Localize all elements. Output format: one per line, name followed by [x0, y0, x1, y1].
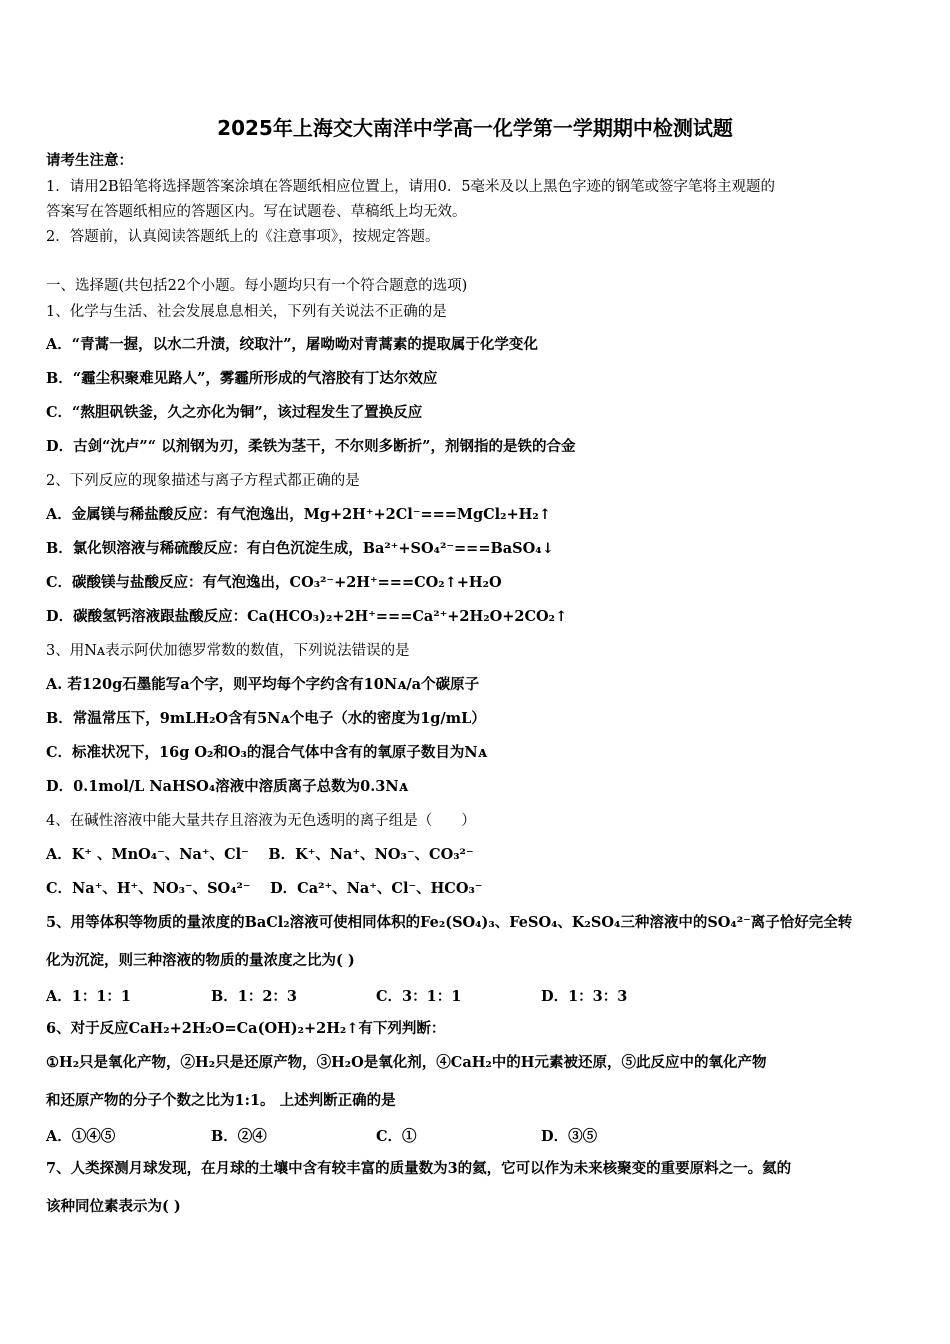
page-title: 2025年上海交大南洋中学高一化学第一学期期中检测试题	[217, 116, 733, 140]
q4-stem: 4、在碱性溶液中能大量共存且溶液为无色透明的离子组是（ ）	[46, 813, 476, 829]
q5-stem-cont: 化为沉淀，则三种溶液的物质的量浓度之比为( )	[46, 952, 355, 969]
q5-option-c: C．3：1：1	[376, 988, 462, 1005]
q1-option-d: D．古剑“沈卢”“ 以剂钢为刃，柔铁为茎干，不尔则多断折”，剂钢指的是铁的合金	[46, 438, 576, 455]
q4-options-ab: A．K⁺ 、MnO₄⁻、Na⁺、Cl⁻ B．K⁺、Na⁺、NO₃⁻、CO₃²⁻	[46, 846, 474, 863]
q2-stem: 2、下列反应的现象描述与离子方程式都正确的是	[46, 473, 360, 489]
q2-option-b: B．氯化钡溶液与稀硫酸反应：有白色沉淀生成，Ba²⁺+SO₄²⁻===BaSO₄↓	[46, 540, 554, 557]
q4-options-cd: C．Na⁺、H⁺、NO₃⁻、SO₄²⁻ D．Ca²⁺、Na⁺、Cl⁻、HCO₃⁻	[46, 880, 483, 897]
q6-stem: 6、对于反应CaH₂+2H₂O=Ca(OH)₂+2H₂↑有下列判断：	[46, 1020, 446, 1037]
q2-option-c: C．碳酸镁与盐酸反应：有气泡逸出，CO₃²⁻+2H⁺===CO₂↑+H₂O	[46, 574, 502, 591]
q6-option-d: D．③⑤	[541, 1128, 598, 1145]
q2-option-a: A．金属镁与稀盐酸反应：有气泡逸出，Mg+2H⁺+2Cl⁻===MgCl₂+H₂↑	[46, 506, 551, 523]
q5-option-d: D．1：3：3	[541, 988, 628, 1005]
q3-option-c: C．标准状况下，16g O₂和O₃的混合气体中含有的氧原子数目为Nᴀ	[46, 744, 487, 761]
q5-option-a: A．1：1：1	[46, 988, 132, 1005]
q6-option-c: C．①	[376, 1128, 417, 1145]
q6-option-b: B．②④	[211, 1128, 267, 1145]
q3-stem: 3、用Nᴀ表示阿伏加德罗常数的数值，下列说法错误的是	[46, 643, 410, 659]
notice-item-1: 1．请用2B铅笔将选择题答案涂填在答题纸相应位置上，请用0．5毫米及以上黑色字迹的钢笔或签字笔将主观题的	[46, 179, 776, 195]
q3-option-b: B．常温常压下，9mLH₂O含有5Nᴀ个电子（水的密度为1g/mL）	[46, 710, 486, 727]
q7-stem-cont: 该种同位素表示为( )	[46, 1198, 181, 1215]
q5-options	[46, 985, 746, 1006]
q6-option-a: A．①④⑤	[46, 1128, 116, 1145]
q1-option-a: A．“青蒿一握，以水二升渍，绞取汁”，屠呦呦对青蒿素的提取属于化学变化	[46, 336, 538, 353]
q1-stem: 1、化学与生活、社会发展息息相关，下列有关说法不正确的是	[46, 304, 447, 320]
q6-judgments-cont: 和还原产物的分子个数之比为1:1。 上述判断正确的是	[46, 1092, 396, 1109]
q6-judgments: ①H₂只是氧化产物，②H₂只是还原产物，③H₂O是氧化剂，④CaH₂中的H元素被还原，⑤此反应中的氧化产物	[46, 1054, 767, 1071]
notice-item-1-cont: 答案写在答题纸相应的答题区内。写在试题卷、草稿纸上均无效。	[46, 204, 467, 220]
q1-option-b: B．“霾尘积聚难见路人”，雾霾所形成的气溶胶有丁达尔效应	[46, 370, 438, 387]
q1-option-c: C．“熬胆矾铁釜，久之亦化为铜”，该过程发生了置换反应	[46, 404, 423, 421]
q5-option-b: B．1：2：3	[211, 988, 298, 1005]
notice-item-2: 2．答题前，认真阅读答题纸上的《注意事项》，按规定答题。	[46, 229, 440, 245]
q3-option-d: D．0.1mol/L NaHSO₄溶液中溶质离子总数为0.3Nᴀ	[46, 778, 408, 795]
q7-stem: 7、人类探测月球发现，在月球的土壤中含有较丰富的质量数为3的氦，它可以作为未来核聚变的重要原料之一。氦的	[46, 1160, 792, 1177]
q3-option-a: A. 若120g石墨能写a个字，则平均每个字约含有10Nᴀ/a个碳原子	[46, 676, 480, 693]
q2-option-d: D．碳酸氢钙溶液跟盐酸反应：Ca(HCO₃)₂+2H⁺===Ca²⁺+2H₂O+2CO₂↑	[46, 608, 568, 625]
q6-options	[46, 1125, 746, 1146]
section-heading: 一、选择题(共包括22个小题。每小题均只有一个符合题意的选项)	[46, 278, 468, 294]
notice-heading: 请考生注意：	[46, 152, 133, 169]
q5-stem: 5、用等体积等物质的量浓度的BaCl₂溶液可使相同体积的Fe₂(SO₄)₃、FeSO₄、K₂SO₄三种溶液中的SO₄²⁻离子恰好完全转	[46, 914, 853, 931]
